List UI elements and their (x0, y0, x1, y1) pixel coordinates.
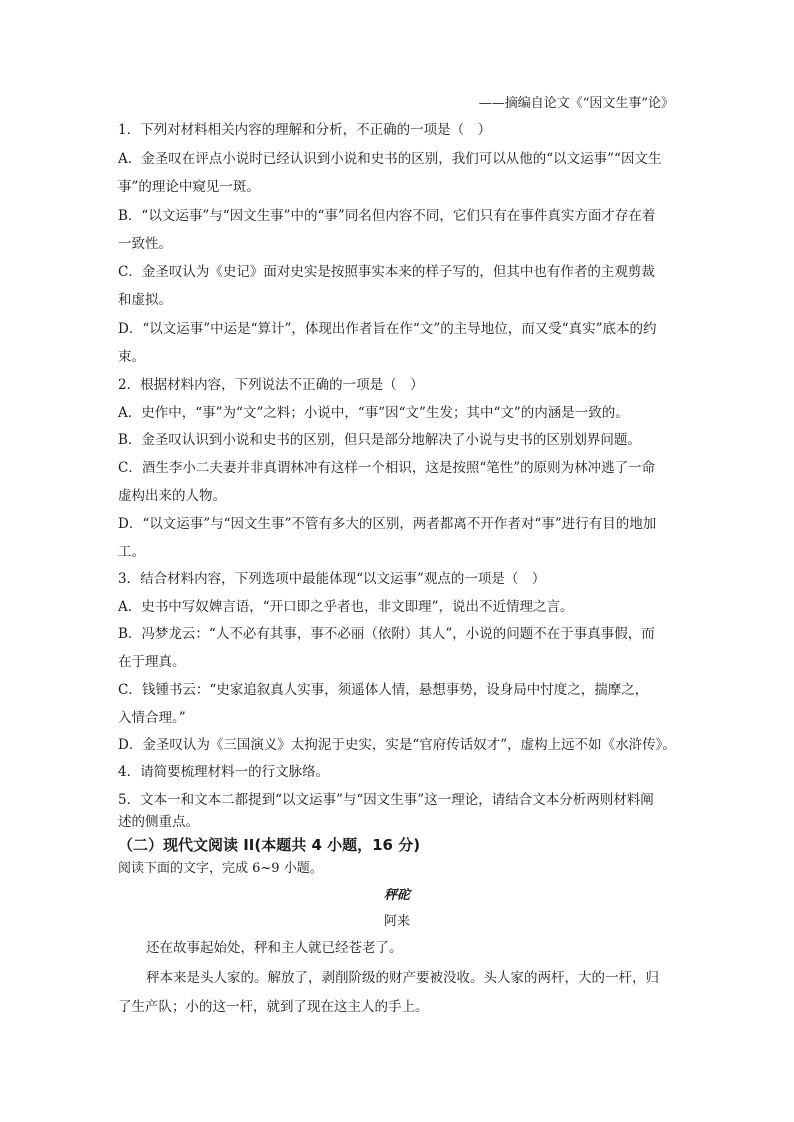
text-line: D．“以文运事”中运是“算计”，体现出作者旨在作“文”的主导地位，而又受“真实”底本的约 (118, 321, 657, 337)
story-title: 秤砣 (383, 888, 410, 903)
text-line: 1．下列对材料相关内容的理解和分析，不正确的一项是（ ） (118, 122, 492, 138)
story-paragraph: 了生产队；小的这一杆，就到了现在这主人的手上。 (118, 999, 429, 1015)
text-line: 虚构出来的人物。 (118, 488, 226, 504)
text-line: C．金圣叹认为《史记》面对史实是按照事实本来的样子写的，但其中也有作者的主观剪裁 (118, 264, 655, 280)
text-line: 事”的理论中窥见一斑。 (118, 179, 260, 195)
source-attribution: ——摘编自论文《“因文生事”论》 (478, 96, 674, 111)
story-author: 阿来 (383, 914, 410, 929)
text-line: B．金圣叹认识到小说和史书的区别，但只是部分地解决了小说与史书的区别划界问题。 (118, 432, 641, 448)
text-line: D．金圣叹认为《三国演义》太拘泥于史实，实是“官府传话奴才”，虚构上远不如《水浒传》。 (118, 737, 676, 753)
text-line: 和虚拟。 (118, 292, 172, 308)
text-line: 束。 (118, 349, 145, 365)
text-line: 一致性。 (118, 236, 172, 252)
text-line: A．史作中，“事”为“文”之料；小说中，“事”因“文”生发；其中“文”的内涵是一致的。 (118, 405, 629, 421)
text-line: 2．根据材料内容，下列说法不正确的一项是（ ） (118, 377, 424, 393)
text-line: 在于理真。 (118, 654, 186, 670)
reading-instruction: 阅读下面的文字，完成 6~9 小题。 (118, 861, 323, 876)
text-line: D．“以文运事”与“因文生事”不管有多大的区别，两者都离不开作者对“事”进行有目的地加 (118, 516, 657, 532)
text-line: 4．请简要梳理材料一的行文脉络。 (118, 764, 330, 780)
text-line: B．“以文运事”与“因文生事”中的“事”同名但内容不同，它们只有在事件真实方面才存在着 (118, 208, 656, 224)
text-line: 3．结合材料内容，下列选项中最能体现“以文运事”观点的一项是（ ） (118, 571, 546, 587)
text-line: B．冯梦龙云：“人不必有其事，事不必丽（依附）其人”，小说的问题不在于事真事假，而 (118, 626, 655, 642)
text-line: 工。 (118, 544, 145, 560)
story-paragraph: 秤本来是头人家的。解放了，剥削阶级的财产要被没收。头人家的两杆，大的一杆，归 (146, 970, 659, 986)
story-paragraph: 还在故事起始处，秤和主人就已经苍老了。 (146, 940, 403, 956)
text-line: A．金圣叹在评点小说时已经认识到小说和史书的区别，我们可以从他的“以文运事”“因文生 (118, 151, 662, 167)
text-line: A．史书中写奴婢言语，“开口即之乎者也，非文即理”，说出不近情理之言。 (118, 599, 574, 615)
text-line: 5．文本一和文本二都提到“以文运事”与“因文生事”这一理论，请结合文本分析两则材料阐 (118, 792, 654, 808)
text-line: 入情合理。” (118, 710, 186, 726)
section-heading: （二）现代文阅读 II(本题共 4 小题，16 分) (118, 836, 421, 854)
text-line: C．酒生李小二夫妻并非真谓林冲有这样一个相识，这是按照“笔性”的原则为林冲逃了一命 (118, 460, 656, 476)
text-line: C．钱锺书云：“史家追叙真人实事，须遥体人情，悬想事势，设身局中忖度之，揣摩之， (118, 682, 649, 698)
text-line: 述的侧重点。 (118, 814, 199, 830)
